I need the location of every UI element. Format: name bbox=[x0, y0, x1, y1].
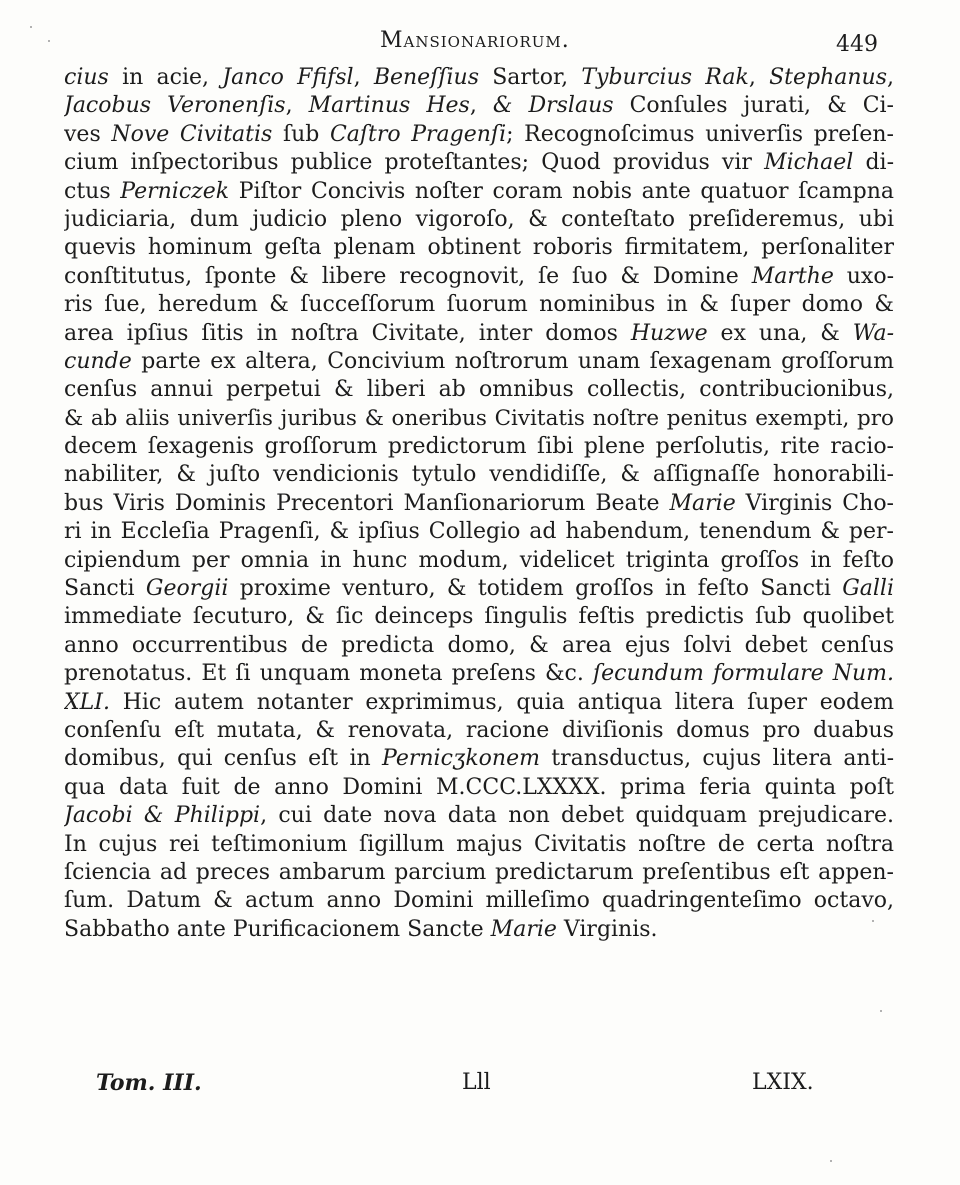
text-span: ſum. Datum & actum anno Domini milleſimo quadringenteſimo octavo, bbox=[64, 888, 894, 914]
text-span: qua data fuit de anno Domini M.CCC.LXXXX. prima feria quinta poſt bbox=[64, 774, 894, 800]
text-span: bus Viris Dominis Precentori Manſionariorum Beate bbox=[64, 490, 670, 516]
text-line bbox=[64, 916, 894, 944]
text-line bbox=[64, 234, 894, 262]
text-line bbox=[64, 859, 894, 887]
scan-speck bbox=[830, 1160, 832, 1162]
text-span: decem ſexagenis groſſorum predictorum ſibi plene perſolutis, rite racio- bbox=[64, 434, 894, 460]
text-span: Sabbatho ante Purificacionem Sancte bbox=[64, 916, 491, 942]
text-span: uxo- bbox=[833, 263, 894, 289]
italic-span: XLI. bbox=[64, 689, 110, 715]
scan-speck bbox=[880, 1010, 882, 1012]
text-line bbox=[64, 291, 894, 319]
text-span: di- bbox=[853, 150, 894, 176]
text-span: , bbox=[285, 93, 309, 119]
text-line bbox=[64, 206, 894, 234]
text-span: quevis hominum geſta plenam obtinent roboris firmitatem, perſonaliter bbox=[64, 235, 894, 261]
signature-mark: Lll bbox=[462, 1070, 491, 1095]
body-text bbox=[64, 64, 894, 944]
text-line bbox=[64, 774, 894, 802]
text-line bbox=[64, 518, 894, 546]
text-span: ex una, & bbox=[707, 320, 853, 346]
text-line bbox=[64, 178, 894, 206]
text-span: proxime venturo, & totidem groſſos in feſto Sancti bbox=[228, 576, 843, 602]
text-span: Sancti bbox=[64, 576, 146, 602]
italic-span: Nove Civitatis bbox=[111, 121, 273, 147]
scan-speck bbox=[48, 40, 50, 42]
italic-span: Marthe bbox=[751, 263, 834, 289]
text-line bbox=[64, 348, 894, 376]
text-span: ri in Eccleſia Pragenſi, & ipſius Collegio ad habendum, tenendum & per- bbox=[64, 519, 894, 545]
text-line bbox=[64, 887, 894, 915]
text-span: & ab aliis univerſis juribus & oneribus Civitatis noſtre penitus exempti, pro bbox=[64, 405, 894, 431]
running-head: Mansionariorum. bbox=[380, 28, 570, 53]
italic-span: Beneſſius bbox=[373, 65, 479, 90]
text-line bbox=[64, 320, 894, 348]
italic-span: ſecundum formulare Num. bbox=[592, 661, 894, 687]
page-number: 449 bbox=[836, 32, 878, 57]
text-line bbox=[64, 603, 894, 631]
text-span: anno occurrentibus de predicta domo, & area ejus ſolvi debet cenſus bbox=[64, 632, 894, 658]
catchword: LXIX. bbox=[752, 1070, 814, 1095]
text-span: , bbox=[748, 65, 770, 90]
text-line bbox=[64, 92, 894, 120]
text-span: Virginis Cho- bbox=[735, 490, 894, 516]
text-line bbox=[64, 64, 894, 92]
italic-span: Caſtro Pragenſi bbox=[329, 121, 507, 147]
text-line bbox=[64, 660, 894, 688]
text-span: cipiendum per omnia in hunc modum, videlicet triginta groſſos in feſto bbox=[64, 547, 894, 573]
text-span: ctus bbox=[64, 178, 121, 204]
italic-span: Georgii bbox=[145, 576, 229, 602]
text-span: parte ex altera, Concivium noſtrorum unam ſexagenam groſſorum bbox=[131, 348, 894, 374]
text-line bbox=[64, 121, 894, 149]
text-span: ves bbox=[64, 121, 112, 147]
text-line bbox=[64, 802, 894, 830]
text-span: prenotatus. Et ſi unquam moneta preſens &c. bbox=[64, 661, 593, 687]
text-span: ; Recognoſcimus univerſis preſen- bbox=[506, 121, 894, 147]
text-span: conſtitutus, ſponte & libere recognovit, ſe ſuo & Domine bbox=[64, 263, 752, 289]
text-line bbox=[64, 575, 894, 603]
italic-span: cius bbox=[64, 65, 109, 90]
text-line bbox=[64, 461, 894, 489]
text-line bbox=[64, 547, 894, 575]
text-span: transductus, cujus litera anti- bbox=[539, 746, 894, 772]
italic-span: Galli bbox=[842, 576, 894, 602]
text-span: , bbox=[353, 65, 374, 90]
italic-span: Stephanus bbox=[769, 65, 887, 90]
italic-span: cunde bbox=[64, 348, 132, 374]
italic-span: Jacobi & Philippi bbox=[64, 803, 261, 829]
italic-span: Perniczek bbox=[120, 178, 230, 204]
text-line bbox=[64, 490, 894, 518]
text-span: cenſus annui perpetui & liberi ab omnibus collectis, contribucionibus, bbox=[64, 377, 894, 403]
italic-span: Tyburcius Rak bbox=[581, 65, 749, 90]
text-span: , bbox=[887, 65, 894, 90]
text-line bbox=[64, 831, 894, 859]
text-line bbox=[64, 263, 894, 291]
italic-span: & Drslaus bbox=[492, 93, 614, 119]
text-span: nabiliter, & juſto vendicionis tytulo vendidiſſe, & aſſignaſſe honorabili- bbox=[64, 462, 894, 488]
text-span: judiciaria, dum judicio pleno vigoroſo, & conteſtato preſideremus, ubi bbox=[64, 206, 894, 232]
text-line bbox=[64, 745, 894, 773]
scan-speck bbox=[30, 26, 32, 28]
text-span: area ipſius ſitis in noſtra Civitate, inter domos bbox=[64, 320, 631, 346]
text-span: Conſules jurati, & Ci- bbox=[613, 93, 894, 119]
text-span: Piſtor Concivis noſter coram nobis ante quatuor ſcampna bbox=[229, 178, 894, 204]
italic-span: Pernicʒkonem bbox=[382, 746, 540, 772]
text-span: conſenſu eſt mutata, & renovata, racione diviſionis domus pro duabus bbox=[64, 717, 894, 743]
text-span: immediate ſecuturo, & ſic deinceps ſingulis feſtis predictis ſub quolibet bbox=[64, 604, 894, 630]
text-line bbox=[64, 405, 894, 433]
text-line bbox=[64, 689, 894, 717]
italic-span: Michael bbox=[764, 150, 854, 176]
text-line bbox=[64, 149, 894, 177]
text-span: , bbox=[469, 93, 493, 119]
text-line bbox=[64, 717, 894, 745]
text-span: Hic autem notanter exprimimus, quia antiqua litera ſuper eodem bbox=[109, 689, 894, 715]
volume-mark: Tom. III. bbox=[96, 1070, 202, 1096]
italic-span: Martinus Hes bbox=[308, 93, 470, 119]
italic-span: Wa- bbox=[852, 320, 894, 346]
text-span: , cui date nova data non debet quidquam prejudicare. bbox=[260, 803, 894, 829]
text-line bbox=[64, 632, 894, 660]
text-span: ſciencia ad preces ambarum parcium predictarum preſentibus eſt appen- bbox=[64, 859, 894, 885]
text-line bbox=[64, 433, 894, 461]
text-span: Sartor, bbox=[478, 65, 582, 90]
italic-span: Marie bbox=[490, 916, 557, 942]
text-span: ris ſue, heredum & ſucceſſorum ſuorum nominibus in & ſuper domo & bbox=[64, 292, 894, 318]
text-span: cium inſpectoribus publice proteſtantes; Quod providus vir bbox=[64, 150, 765, 176]
scan-speck bbox=[872, 920, 874, 922]
italic-span: Huzwe bbox=[630, 320, 708, 346]
text-line bbox=[64, 376, 894, 404]
text-span: Virginis. bbox=[556, 916, 658, 942]
text-span: In cujus rei teſtimonium ſigillum majus Civitatis noſtre de certa noſtra bbox=[64, 831, 894, 857]
italic-span: Marie bbox=[669, 490, 736, 516]
page-footer bbox=[0, 1070, 960, 1104]
italic-span: Janco Ffifsl bbox=[222, 65, 354, 90]
text-span: in acie, bbox=[108, 65, 223, 90]
text-span: ſub bbox=[272, 121, 330, 147]
italic-span: Jacobus Veronenſis bbox=[64, 93, 286, 119]
text-span: domibus, qui cenſus eſt in bbox=[64, 746, 383, 772]
